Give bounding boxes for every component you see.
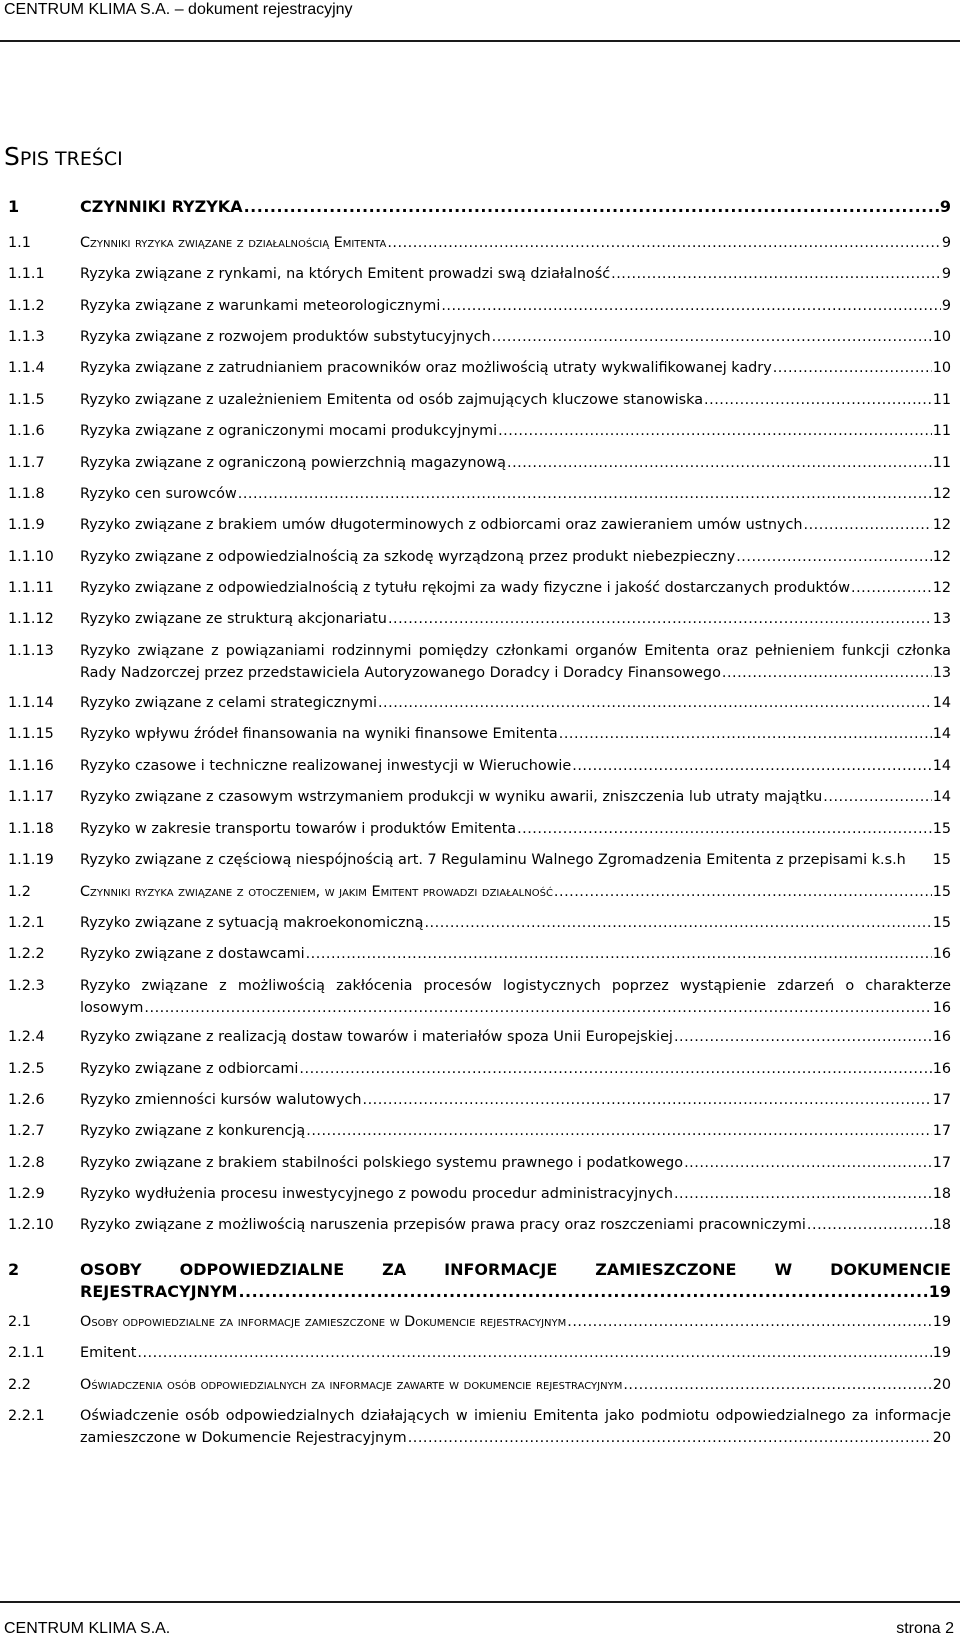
footer-page-number: strona 2 — [896, 1620, 954, 1637]
toc-entry-number: 1.1.4 — [8, 360, 45, 376]
toc-entry-number: 2.2.1 — [8, 1408, 45, 1424]
toc-dot-leader — [623, 1374, 931, 1396]
toc-entry-title: Ryzyka związane z warunkami meteorologicznymi — [80, 298, 441, 314]
toc-entry-number: 1.2.1 — [8, 915, 45, 931]
toc-entry-body — [80, 1374, 951, 1396]
toc-entry-number: 1.2.7 — [8, 1123, 45, 1139]
toc-entry-page-number: 11 — [932, 392, 951, 408]
toc-entry-line — [80, 849, 951, 871]
toc-entry-line — [80, 608, 951, 630]
toc-entry-body — [80, 546, 951, 568]
toc-entry-number: 1.1.5 — [8, 392, 45, 408]
toc-entry-line — [80, 357, 951, 379]
toc-entry-page-number: 12 — [932, 486, 951, 502]
toc-entry-title: Ryzyko związane z sytuacją makroekonomiczną — [80, 915, 424, 931]
toc-dot-leader — [736, 546, 931, 568]
toc-dot-leader — [238, 483, 932, 505]
toc-dot-leader — [851, 577, 932, 599]
toc-dot-leader — [773, 357, 932, 379]
toc-entry-line — [80, 786, 951, 808]
toc-entry-line — [80, 912, 951, 934]
toc-dot-leader — [704, 389, 932, 411]
toc-entry-body — [80, 786, 951, 808]
toc-dot-leader — [674, 1026, 932, 1048]
toc-entry-title: Emitent — [80, 1345, 137, 1361]
toc-entry-body — [80, 818, 951, 840]
toc-entry-page-number: 20 — [932, 1377, 951, 1393]
toc-entry-title: REJESTRACYJNYM — [80, 1282, 238, 1301]
toc-entry-line — [80, 389, 951, 411]
toc-entry-line — [80, 1311, 951, 1333]
toc-entry-number: 1 — [8, 197, 20, 216]
toc-entry-line — [80, 232, 951, 254]
toc-entry-body — [80, 881, 951, 903]
toc-entry-title: Ryzyko wydłużenia procesu inwestycyjnego z powodu procedur administracyjnych — [80, 1186, 673, 1202]
toc-dot-leader — [144, 997, 931, 1019]
toc-entry-number: 1.1.16 — [8, 758, 54, 774]
toc-entry-title: Czynniki ryzyka związane z otoczeniem, w jakim Emitent prowadzi działalność — [80, 884, 553, 900]
toc-entry-page-number: 18 — [932, 1217, 951, 1233]
toc-entry-number: 2.1 — [8, 1314, 31, 1330]
toc-entry-number: 1.1.8 — [8, 486, 45, 502]
toc-entry-title: Ryzyko związane z konkurencją — [80, 1123, 306, 1139]
toc-entry-title: Ryzyko związane z realizacją dostaw towarów i materiałów spoza Unii Europejskiej — [80, 1029, 673, 1045]
toc-entry-number: 1.2.5 — [8, 1061, 45, 1077]
toc-entry-number: 1.2 — [8, 884, 31, 900]
toc-entry-line — [80, 326, 951, 348]
toc-dot-leader — [517, 818, 932, 840]
toc-entry-body — [80, 1058, 951, 1080]
toc-dot-leader — [807, 1214, 932, 1236]
toc-entry-page-number: 9 — [941, 266, 951, 282]
footer-company: CENTRUM KLIMA S.A. — [4, 1620, 171, 1637]
toc-entry-body — [80, 1152, 951, 1174]
toc-entry-title: Ryzyko zmienności kursów walutowych — [80, 1092, 362, 1108]
toc-entry-title-line1: Ryzyko związane z możliwością zakłócenia procesów logistycznych poprzez wystąpienie zdarzeń o charakterze — [80, 978, 951, 994]
toc-entry-number: 1.2.4 — [8, 1029, 45, 1045]
toc-entry-page-number: 16 — [932, 1061, 951, 1077]
toc-dot-leader — [611, 263, 941, 285]
footer-rule — [0, 1601, 960, 1603]
toc-dot-leader — [674, 1183, 932, 1205]
toc-entry-body — [80, 357, 951, 379]
toc-entry-title: Oświadczenia osób odpowiedzialnych za informacje zawarte w dokumencie rejestracyjnym — [80, 1377, 623, 1393]
toc-entry-title-line1: OSOBY ODPOWIEDZIALNE ZA INFORMACJE ZAMIESZCZONE W DOKUMENCIE — [80, 1260, 951, 1279]
toc-entry-body — [80, 389, 951, 411]
toc-dot-leader — [306, 943, 932, 965]
toc-entry-number: 1.1.18 — [8, 821, 54, 837]
toc-entry-title: Ryzyko związane z częściową niespójnością art. 7 Regulaminu Walnego Zgromadzenia Emitenta z przepisami k.s.h — [80, 852, 906, 868]
toc-entry-body — [80, 849, 951, 871]
toc-dot-leader — [559, 723, 932, 745]
toc-entry-line — [80, 1183, 951, 1205]
toc-entry-body — [80, 1259, 951, 1303]
toc-entry-line — [80, 546, 951, 568]
toc-entry-body — [80, 723, 951, 745]
toc-heading-rest: PIS TREŚCI — [19, 148, 123, 170]
toc-entry-page-number: 15 — [932, 915, 951, 931]
toc-dot-leader — [378, 692, 932, 714]
document-header-title: CENTRUM KLIMA S.A. – dokument rejestracyjny — [4, 1, 353, 18]
toc-dot-leader — [387, 232, 940, 254]
toc-entry-page-number: 11 — [932, 455, 951, 471]
toc-dot-leader — [722, 662, 932, 684]
toc-entry-title: Ryzyko związane z odpowiedzialnością z tytułu rękojmi za wady fizyczne i jakość dostarczanych produktów — [80, 580, 851, 596]
toc-entry-number: 1.1.6 — [8, 423, 45, 439]
toc-entry-body — [80, 692, 951, 714]
toc-entry-line — [80, 1026, 951, 1048]
toc-entry-page-number: 19 — [928, 1282, 951, 1301]
toc-entry-line — [80, 263, 951, 285]
toc-entry-title: Ryzyka związane z rozwojem produktów substytucyjnych — [80, 329, 491, 345]
toc-entry-body — [80, 263, 951, 285]
toc-entry-body — [80, 232, 951, 254]
toc-entry-body — [80, 1026, 951, 1048]
toc-entry-page-number: 18 — [932, 1186, 951, 1202]
toc-entry-body — [80, 975, 951, 1019]
toc-entry-line — [80, 1374, 951, 1396]
toc-entry-page-number: 9 — [939, 197, 951, 216]
toc-entry-page-number: 11 — [932, 423, 951, 439]
toc-entry-page-number: 16 — [932, 1029, 951, 1045]
toc-entry-body — [80, 483, 951, 505]
toc-entry-page-number: 15 — [932, 852, 951, 868]
page-header — [0, 0, 960, 44]
toc-entry-body — [80, 452, 951, 474]
toc-entry-body — [80, 912, 951, 934]
toc-entry-body — [80, 1120, 951, 1142]
toc-entry-line — [80, 881, 951, 903]
toc-entry-line — [80, 1058, 951, 1080]
toc-entry-line — [80, 1120, 951, 1142]
toc-entry-number: 1.1.14 — [8, 695, 54, 711]
toc-dot-leader — [424, 912, 931, 934]
toc-entry-number: 1.2.10 — [8, 1217, 54, 1233]
toc-entry-page-number: 14 — [932, 758, 951, 774]
toc-entry-body — [80, 1183, 951, 1205]
toc-entry-page-number: 19 — [932, 1314, 951, 1330]
toc-entry-title: Ryzyko czasowe i techniczne realizowanej inwestycji w Wieruchowie — [80, 758, 572, 774]
toc-entry-title: zamieszczone w Dokumencie Rejestracyjnym — [80, 1430, 407, 1446]
toc-dot-leader — [363, 1089, 932, 1111]
toc-entry-title: Ryzyko związane z dostawcami — [80, 946, 305, 962]
toc-entry-page-number: 16 — [932, 946, 951, 962]
toc-entry-page-number: 14 — [932, 726, 951, 742]
toc-entry-title: Ryzyko związane z możliwością naruszenia przepisów prawa pracy oraz roszczeniami pracowniczymi — [80, 1217, 806, 1233]
toc-entry-title: Ryzyko związane z czasowym wstrzymaniem produkcji w wyniku awarii, zniszczenia lub utraty majątku — [80, 789, 823, 805]
toc-dot-leader — [441, 295, 941, 317]
toc-entry-title: Ryzyka związane z zatrudnianiem pracowników oraz możliwością utraty wykwalifikowanej kadry — [80, 360, 772, 376]
toc-dot-leader — [299, 1058, 931, 1080]
toc-entry-body — [80, 514, 951, 536]
header-rule — [0, 40, 960, 42]
toc-entry-page-number: 14 — [932, 695, 951, 711]
toc-entry-line — [80, 692, 951, 714]
toc-dot-leader — [572, 755, 931, 777]
toc-entry-number: 1.2.9 — [8, 1186, 45, 1202]
toc-entry-number: 1.1.17 — [8, 789, 54, 805]
toc-entry-body — [80, 1405, 951, 1449]
toc-entry-line — [80, 755, 951, 777]
toc-entry-number: 1.1.11 — [8, 580, 54, 596]
toc-entry-page-number: 17 — [932, 1155, 951, 1171]
toc-entry-body — [80, 295, 951, 317]
toc-entry-page-number: 9 — [941, 298, 951, 314]
toc-entry-page-number: 15 — [932, 821, 951, 837]
toc-entry-title: Ryzyko związane z uzależnieniem Emitenta od osób zajmujących kluczowe stanowiska — [80, 392, 704, 408]
toc-entry-number: 1.1.7 — [8, 455, 45, 471]
toc-entry-page-number: 17 — [932, 1092, 951, 1108]
toc-dot-leader — [244, 196, 939, 218]
toc-entry-number: 1.1.15 — [8, 726, 54, 742]
toc-entry-title: Ryzyka związane z ograniczonymi mocami produkcyjnymi — [80, 423, 498, 439]
toc-entry-title: Ryzyko związane z odpowiedzialnością za szkodę wyrządzoną przez produkt niebezpieczny — [80, 549, 736, 565]
toc-entry-page-number: 19 — [932, 1345, 951, 1361]
toc-entry-body — [80, 1311, 951, 1333]
toc-entry-body — [80, 420, 951, 442]
toc-entry-title: Czynniki ryzyka związane z działalnością Emitenta — [80, 235, 387, 251]
toc-entry-title: Ryzyko w zakresie transportu towarów i produktów Emitenta — [80, 821, 517, 837]
toc-entry-number: 1.2.3 — [8, 978, 45, 994]
toc-entry-title: Osoby odpowiedzialne za informacje zamieszczone w Dokumencie rejestracyjnym — [80, 1314, 567, 1330]
toc-dot-leader — [554, 881, 932, 903]
toc-entry-number: 1.1.1 — [8, 266, 45, 282]
toc-entry-body — [80, 1089, 951, 1111]
toc-entry-title: Ryzyko związane z celami strategicznymi — [80, 695, 377, 711]
toc-entry-line — [80, 723, 951, 745]
toc-entry-title: Ryzyko cen surowców — [80, 486, 237, 502]
toc-entry-line — [80, 997, 951, 1019]
toc-dot-leader — [388, 608, 932, 630]
toc-entry-body — [80, 640, 951, 684]
toc-entry-line — [80, 1152, 951, 1174]
toc-entry-page-number: 12 — [932, 517, 951, 533]
toc-entry-line — [80, 818, 951, 840]
toc-entry-page-number: 12 — [932, 549, 951, 565]
toc-dot-leader — [498, 420, 932, 442]
toc-entry-line — [80, 420, 951, 442]
toc-entry-title: CZYNNIKI RYZYKA — [80, 197, 243, 216]
toc-entry-page-number: 12 — [932, 580, 951, 596]
toc-entry-number: 1.1.2 — [8, 298, 45, 314]
toc-entry-page-number: 14 — [932, 789, 951, 805]
toc-entry-title: Ryzyka związane z ograniczoną powierzchnią magazynową — [80, 455, 506, 471]
toc-entry-page-number: 15 — [932, 884, 951, 900]
toc-dot-leader — [492, 326, 932, 348]
toc-entry-line — [80, 452, 951, 474]
toc-heading — [4, 142, 123, 171]
toc-entry-line — [80, 1089, 951, 1111]
toc-entry-line — [80, 514, 951, 536]
toc-entry-number: 1.1.3 — [8, 329, 45, 345]
toc-entry-title: Ryzyko związane ze strukturą akcjonariatu — [80, 611, 387, 627]
toc-dot-leader — [507, 452, 932, 474]
toc-entry-number: 1.1.10 — [8, 549, 54, 565]
toc-entry-number: 2.2 — [8, 1377, 31, 1393]
toc-entry-line — [80, 1281, 951, 1303]
toc-entry-number: 1.1.12 — [8, 611, 54, 627]
toc-entry-title-line1: Ryzyko związane z powiązaniami rodzinnymi pomiędzy członkami organów Emitenta oraz pełnieniem funkcji członka — [80, 643, 951, 659]
toc-entry-number: 1.2.2 — [8, 946, 45, 962]
toc-dot-leader — [684, 1152, 932, 1174]
toc-entry-line — [80, 1427, 951, 1449]
toc-entry-line — [80, 943, 951, 965]
toc-heading-initial: S — [4, 142, 20, 171]
toc-entry-number: 2 — [8, 1260, 20, 1279]
toc-entry-page-number: 13 — [932, 665, 951, 681]
toc-entry-page-number: 17 — [932, 1123, 951, 1139]
toc-entry-number: 1.2.8 — [8, 1155, 45, 1171]
toc-dot-leader — [408, 1427, 932, 1449]
toc-entry-body — [80, 608, 951, 630]
toc-entry-number: 1.1.13 — [8, 643, 54, 659]
toc-entry-title-line1: Oświadczenie osób odpowiedzialnych działających w imieniu Emitenta jako podmiotu odpowiedzialnego za informacje — [80, 1408, 951, 1424]
toc-entry-title: Ryzyka związane z rynkami, na których Emitent prowadzi swą działalność — [80, 266, 611, 282]
toc-dot-leader — [823, 786, 931, 808]
toc-entry-body — [80, 1214, 951, 1236]
toc-entry-body — [80, 1342, 951, 1364]
toc-entry-page-number: 16 — [932, 1000, 951, 1016]
toc-entry-title: Ryzyko związane z brakiem umów długoterminowych z odbiorcami oraz zawieraniem umów ustnych — [80, 517, 803, 533]
toc-entry-page-number: 10 — [932, 360, 951, 376]
toc-dot-leader — [306, 1120, 931, 1142]
toc-entry-line — [80, 577, 951, 599]
toc-dot-leader — [137, 1342, 931, 1364]
toc-entry-body — [80, 943, 951, 965]
toc-entry-number: 1.1.9 — [8, 517, 45, 533]
toc-dot-leader — [238, 1281, 927, 1303]
toc-dot-leader — [804, 514, 932, 536]
toc-entry-number: 1.2.6 — [8, 1092, 45, 1108]
toc-entry-title: losowym — [80, 1000, 144, 1016]
toc-entry-number: 1.1.19 — [8, 852, 54, 868]
toc-entry-line — [80, 662, 951, 684]
toc-entry-title: Rady Nadzorczej przez przedstawiciela Autoryzowanego Doradcy i Doradcy Finansowego — [80, 665, 721, 681]
toc-entry-line — [80, 483, 951, 505]
toc-entry-page-number: 10 — [932, 329, 951, 345]
toc-entry-page-number: 13 — [932, 611, 951, 627]
toc-entry-body — [80, 326, 951, 348]
toc-entry-line — [80, 295, 951, 317]
toc-entry-page-number: 9 — [941, 235, 951, 251]
toc-entry-title: Ryzyko związane z odbiorcami — [80, 1061, 299, 1077]
toc-entry-body — [80, 196, 951, 218]
toc-entry-number: 1.1 — [8, 235, 31, 251]
toc-entry-title: Ryzyko związane z brakiem stabilności polskiego systemu prawnego i podatkowego — [80, 1155, 684, 1171]
toc-entry-page-number: 20 — [932, 1430, 951, 1446]
toc-entry-title: Ryzyko wpływu źródeł finansowania na wyniki finansowe Emitenta — [80, 726, 558, 742]
toc-entry-line — [80, 1214, 951, 1236]
toc-entry-number: 2.1.1 — [8, 1345, 45, 1361]
toc-dot-leader — [567, 1311, 931, 1333]
toc-entry-body — [80, 577, 951, 599]
toc-entry-line — [80, 1342, 951, 1364]
toc-entry-line — [80, 196, 951, 218]
toc-entry-body — [80, 755, 951, 777]
